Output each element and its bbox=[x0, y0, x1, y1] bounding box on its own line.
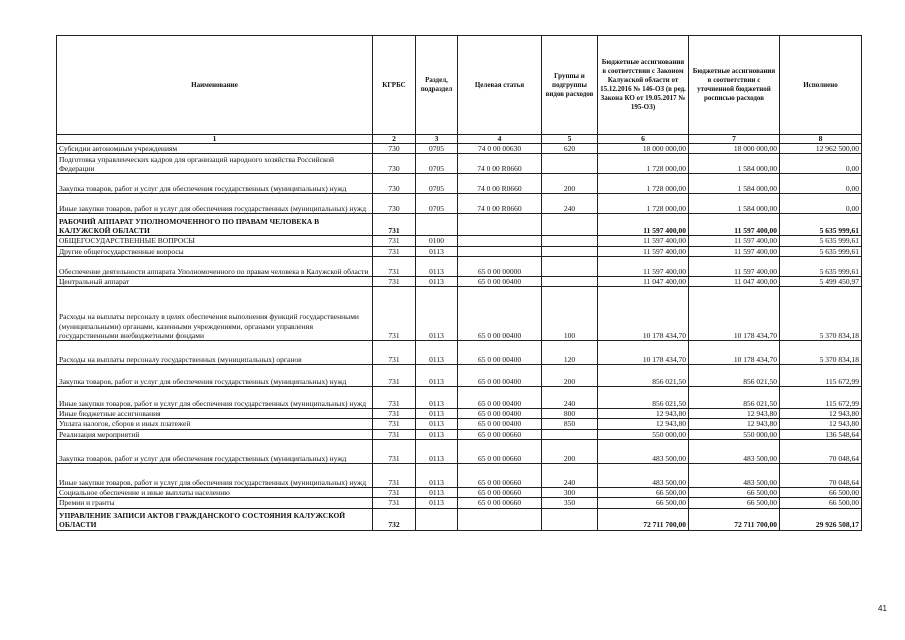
cell-kgrbs: 731 bbox=[373, 287, 416, 341]
cell-target: 65 0 00 00400 bbox=[458, 387, 542, 409]
cell-budget-refined: 1 584 000,00 bbox=[689, 174, 780, 194]
cell-group bbox=[542, 214, 598, 236]
table-row bbox=[57, 246, 862, 256]
cell-target: 74 0 00 R0660 bbox=[458, 194, 542, 214]
cell-kgrbs: 731 bbox=[373, 488, 416, 498]
cell-group bbox=[542, 429, 598, 439]
cell-budget-refined: 11 597 400,00 bbox=[689, 246, 780, 256]
cell-name: Закупка товаров, работ и услуг для обеспечения государственных (муниципальных) нужд bbox=[57, 365, 373, 387]
cell-target: 65 0 00 00400 bbox=[458, 365, 542, 387]
cell-section: 0113 bbox=[416, 409, 458, 419]
cell-budget-law: 11 597 400,00 bbox=[598, 246, 689, 256]
cell-executed: 66 500,00 bbox=[780, 488, 862, 498]
cell-group: 240 bbox=[542, 387, 598, 409]
table-row bbox=[57, 440, 862, 464]
cell-executed: 115 672,99 bbox=[780, 365, 862, 387]
cell-executed: 5 499 450,97 bbox=[780, 276, 862, 286]
cell-executed: 70 048,64 bbox=[780, 440, 862, 464]
cell-section: 0113 bbox=[416, 429, 458, 439]
cell-budget-law: 66 500,00 bbox=[598, 498, 689, 508]
table-body bbox=[57, 144, 862, 531]
cell-target: 74 0 00 R0660 bbox=[458, 174, 542, 194]
table-row bbox=[57, 409, 862, 419]
table-row bbox=[57, 488, 862, 498]
cell-executed: 0,00 bbox=[780, 154, 862, 174]
cell-executed: 70 048,64 bbox=[780, 464, 862, 488]
cell-name: РАБОЧИЙ АППАРАТ УПОЛНОМОЧЕННОГО ПО ПРАВАМ ЧЕЛОВЕКА В КАЛУЖСКОЙ ОБЛАСТИ bbox=[57, 214, 373, 236]
cell-name: Иные закупки товаров, работ и услуг для обеспечения государственных (муниципальных) нужд bbox=[57, 464, 373, 488]
header-name: Наименование bbox=[57, 36, 373, 135]
header-section: Раздел, подраздел bbox=[416, 36, 458, 135]
column-number: 2 bbox=[373, 135, 416, 144]
cell-budget-refined: 18 000 000,00 bbox=[689, 144, 780, 154]
header-budget-refined: Бюджетные ассигнования в соответствии с уточненной бюджетной росписью расходов bbox=[689, 36, 780, 135]
header-target: Целевая статья bbox=[458, 36, 542, 135]
cell-budget-refined: 1 584 000,00 bbox=[689, 194, 780, 214]
cell-group: 350 bbox=[542, 498, 598, 508]
cell-budget-refined: 10 178 434,70 bbox=[689, 341, 780, 365]
cell-target: 65 0 00 00400 bbox=[458, 287, 542, 341]
cell-budget-refined: 66 500,00 bbox=[689, 488, 780, 498]
cell-kgrbs: 731 bbox=[373, 440, 416, 464]
cell-target: 65 0 00 00660 bbox=[458, 464, 542, 488]
table-row bbox=[57, 214, 862, 236]
cell-section: 0113 bbox=[416, 246, 458, 256]
cell-group: 100 bbox=[542, 287, 598, 341]
cell-name: Закупка товаров, работ и услуг для обеспечения государственных (муниципальных) нужд bbox=[57, 174, 373, 194]
cell-budget-law: 11 597 400,00 bbox=[598, 256, 689, 276]
cell-kgrbs: 731 bbox=[373, 276, 416, 286]
cell-name: Расходы на выплаты персоналу государственных (муниципальных) органов bbox=[57, 341, 373, 365]
table-row bbox=[57, 174, 862, 194]
cell-budget-law: 856 021,50 bbox=[598, 387, 689, 409]
cell-budget-law: 12 943,80 bbox=[598, 409, 689, 419]
table-row bbox=[57, 154, 862, 174]
cell-kgrbs: 731 bbox=[373, 419, 416, 429]
cell-kgrbs: 730 bbox=[373, 174, 416, 194]
table-row bbox=[57, 387, 862, 409]
cell-budget-refined: 856 021,50 bbox=[689, 387, 780, 409]
table-row bbox=[57, 236, 862, 246]
cell-budget-refined: 12 943,80 bbox=[689, 419, 780, 429]
column-number: 3 bbox=[416, 135, 458, 144]
cell-kgrbs: 730 bbox=[373, 154, 416, 174]
cell-name: Иные бюджетные ассигнования bbox=[57, 409, 373, 419]
cell-budget-law: 550 000,00 bbox=[598, 429, 689, 439]
cell-name: Премии и гранты bbox=[57, 498, 373, 508]
cell-target: 65 0 00 00400 bbox=[458, 341, 542, 365]
cell-budget-law: 483 500,00 bbox=[598, 464, 689, 488]
cell-section: 0705 bbox=[416, 154, 458, 174]
cell-target: 65 0 00 00400 bbox=[458, 419, 542, 429]
table-row bbox=[57, 365, 862, 387]
cell-target: 65 0 00 00000 bbox=[458, 256, 542, 276]
cell-budget-law: 11 597 400,00 bbox=[598, 236, 689, 246]
cell-section: 0705 bbox=[416, 194, 458, 214]
column-number: 8 bbox=[780, 135, 862, 144]
column-number: 1 bbox=[57, 135, 373, 144]
cell-budget-refined: 11 047 400,00 bbox=[689, 276, 780, 286]
cell-section: 0113 bbox=[416, 464, 458, 488]
header-budget-law: Бюджетные ассигнования в соответствии с Законом Калужской области от 15.12.2016 № 146-ОЗ (в ред. Закона КО от 19.05.2017 № 195-ОЗ) bbox=[598, 36, 689, 135]
cell-budget-refined: 66 500,00 bbox=[689, 498, 780, 508]
cell-executed: 0,00 bbox=[780, 194, 862, 214]
cell-group: 120 bbox=[542, 341, 598, 365]
cell-budget-refined: 483 500,00 bbox=[689, 464, 780, 488]
cell-executed: 29 926 508,17 bbox=[780, 508, 862, 530]
cell-budget-law: 66 500,00 bbox=[598, 488, 689, 498]
cell-kgrbs: 731 bbox=[373, 429, 416, 439]
cell-target: 74 0 00 00630 bbox=[458, 144, 542, 154]
cell-budget-refined: 1 584 000,00 bbox=[689, 154, 780, 174]
cell-executed: 12 943,80 bbox=[780, 409, 862, 419]
cell-name: ОБЩЕГОСУДАРСТВЕННЫЕ ВОПРОСЫ bbox=[57, 236, 373, 246]
column-number: 7 bbox=[689, 135, 780, 144]
cell-group: 200 bbox=[542, 440, 598, 464]
cell-section: 0113 bbox=[416, 341, 458, 365]
cell-kgrbs: 730 bbox=[373, 144, 416, 154]
cell-name: УПРАВЛЕНИЕ ЗАПИСИ АКТОВ ГРАЖДАНСКОГО СОСТОЯНИЯ КАЛУЖСКОЙ ОБЛАСТИ bbox=[57, 508, 373, 530]
cell-budget-law: 10 178 434,70 bbox=[598, 287, 689, 341]
cell-group bbox=[542, 276, 598, 286]
table-row bbox=[57, 464, 862, 488]
cell-section: 0113 bbox=[416, 287, 458, 341]
cell-budget-refined: 856 021,50 bbox=[689, 365, 780, 387]
cell-name: Обеспечение деятельности аппарата Уполномоченного по правам человека в Калужской области bbox=[57, 256, 373, 276]
cell-group bbox=[542, 256, 598, 276]
cell-kgrbs: 731 bbox=[373, 341, 416, 365]
cell-section: 0705 bbox=[416, 144, 458, 154]
table-row bbox=[57, 144, 862, 154]
cell-group: 200 bbox=[542, 365, 598, 387]
cell-group: 240 bbox=[542, 464, 598, 488]
cell-budget-law: 11 047 400,00 bbox=[598, 276, 689, 286]
cell-section bbox=[416, 214, 458, 236]
cell-kgrbs: 730 bbox=[373, 194, 416, 214]
cell-budget-refined: 12 943,80 bbox=[689, 409, 780, 419]
cell-target bbox=[458, 236, 542, 246]
cell-name: Субсидии автономным учреждениям bbox=[57, 144, 373, 154]
cell-group bbox=[542, 154, 598, 174]
cell-budget-law: 1 728 000,00 bbox=[598, 174, 689, 194]
cell-budget-law: 11 597 400,00 bbox=[598, 214, 689, 236]
table-row bbox=[57, 508, 862, 530]
cell-kgrbs: 731 bbox=[373, 498, 416, 508]
column-number-row bbox=[57, 135, 862, 144]
cell-executed: 5 635 999,61 bbox=[780, 214, 862, 236]
cell-budget-refined: 11 597 400,00 bbox=[689, 256, 780, 276]
cell-executed: 12 943,80 bbox=[780, 419, 862, 429]
cell-section: 0113 bbox=[416, 256, 458, 276]
cell-budget-law: 72 711 700,00 bbox=[598, 508, 689, 530]
cell-target bbox=[458, 246, 542, 256]
cell-section: 0113 bbox=[416, 440, 458, 464]
cell-executed: 66 500,00 bbox=[780, 498, 862, 508]
cell-target: 65 0 00 00400 bbox=[458, 409, 542, 419]
cell-executed: 5 635 999,61 bbox=[780, 236, 862, 246]
budget-table bbox=[56, 35, 862, 531]
cell-group: 200 bbox=[542, 174, 598, 194]
cell-group: 620 bbox=[542, 144, 598, 154]
cell-executed: 136 548,64 bbox=[780, 429, 862, 439]
cell-section bbox=[416, 508, 458, 530]
cell-section: 0113 bbox=[416, 488, 458, 498]
cell-section: 0705 bbox=[416, 174, 458, 194]
cell-group: 850 bbox=[542, 419, 598, 429]
cell-executed: 5 370 834,18 bbox=[780, 341, 862, 365]
cell-budget-refined: 72 711 700,00 bbox=[689, 508, 780, 530]
cell-budget-law: 12 943,80 bbox=[598, 419, 689, 429]
cell-executed: 115 672,99 bbox=[780, 387, 862, 409]
cell-kgrbs: 731 bbox=[373, 409, 416, 419]
cell-section: 0100 bbox=[416, 236, 458, 246]
cell-budget-refined: 10 178 434,70 bbox=[689, 287, 780, 341]
table-row bbox=[57, 287, 862, 341]
cell-section: 0113 bbox=[416, 276, 458, 286]
cell-executed: 5 635 999,61 bbox=[780, 246, 862, 256]
cell-budget-refined: 483 500,00 bbox=[689, 440, 780, 464]
cell-name: Иные закупки товаров, работ и услуг для обеспечения государственных (муниципальных) нужд bbox=[57, 194, 373, 214]
cell-kgrbs: 731 bbox=[373, 365, 416, 387]
cell-target: 65 0 00 00660 bbox=[458, 498, 542, 508]
cell-section: 0113 bbox=[416, 498, 458, 508]
cell-name: Уплата налогов, сборов и иных платежей bbox=[57, 419, 373, 429]
cell-kgrbs: 731 bbox=[373, 387, 416, 409]
cell-target: 65 0 00 00660 bbox=[458, 440, 542, 464]
cell-target: 65 0 00 00660 bbox=[458, 488, 542, 498]
cell-name: Расходы на выплаты персоналу в целях обеспечения выполнения функций государственными (муниципальными) органами, казенными учреждениями, органами управления государственными внебюджетными фондами bbox=[57, 287, 373, 341]
column-number: 5 bbox=[542, 135, 598, 144]
cell-budget-refined: 11 597 400,00 bbox=[689, 236, 780, 246]
cell-name: Подготовка управленческих кадров для организаций народного хозяйства Российской Федерации bbox=[57, 154, 373, 174]
table-row bbox=[57, 256, 862, 276]
cell-kgrbs: 731 bbox=[373, 256, 416, 276]
cell-kgrbs: 731 bbox=[373, 464, 416, 488]
cell-group: 800 bbox=[542, 409, 598, 419]
cell-name: Закупка товаров, работ и услуг для обеспечения государственных (муниципальных) нужд bbox=[57, 440, 373, 464]
cell-executed: 0,00 bbox=[780, 174, 862, 194]
cell-target: 65 0 00 00660 bbox=[458, 429, 542, 439]
cell-kgrbs: 732 bbox=[373, 508, 416, 530]
cell-executed: 12 962 500,00 bbox=[780, 144, 862, 154]
table-row bbox=[57, 194, 862, 214]
cell-group: 300 bbox=[542, 488, 598, 498]
cell-budget-law: 10 178 434,70 bbox=[598, 341, 689, 365]
cell-budget-refined: 11 597 400,00 bbox=[689, 214, 780, 236]
cell-target: 65 0 00 00400 bbox=[458, 276, 542, 286]
column-number: 4 bbox=[458, 135, 542, 144]
cell-executed: 5 370 834,18 bbox=[780, 287, 862, 341]
cell-target bbox=[458, 214, 542, 236]
cell-kgrbs: 731 bbox=[373, 236, 416, 246]
cell-executed: 5 635 999,61 bbox=[780, 256, 862, 276]
page-number: 41 bbox=[878, 604, 887, 613]
cell-group: 240 bbox=[542, 194, 598, 214]
cell-budget-law: 856 021,50 bbox=[598, 365, 689, 387]
cell-name: Иные закупки товаров, работ и услуг для обеспечения государственных (муниципальных) нужд bbox=[57, 387, 373, 409]
cell-budget-law: 1 728 000,00 bbox=[598, 194, 689, 214]
table-row bbox=[57, 276, 862, 286]
header-row bbox=[57, 36, 862, 135]
cell-target bbox=[458, 508, 542, 530]
cell-kgrbs: 731 bbox=[373, 214, 416, 236]
cell-section: 0113 bbox=[416, 419, 458, 429]
cell-budget-refined: 550 000,00 bbox=[689, 429, 780, 439]
column-number: 6 bbox=[598, 135, 689, 144]
table-row bbox=[57, 341, 862, 365]
table-row bbox=[57, 419, 862, 429]
cell-budget-law: 1 728 000,00 bbox=[598, 154, 689, 174]
cell-section: 0113 bbox=[416, 387, 458, 409]
cell-budget-law: 18 000 000,00 bbox=[598, 144, 689, 154]
cell-name: Центральный аппарат bbox=[57, 276, 373, 286]
cell-target: 74 0 00 R0660 bbox=[458, 154, 542, 174]
cell-budget-law: 483 500,00 bbox=[598, 440, 689, 464]
header-executed: Исполнено bbox=[780, 36, 862, 135]
table-row bbox=[57, 498, 862, 508]
cell-kgrbs: 731 bbox=[373, 246, 416, 256]
header-group: Группы и подгруппы видов расходов bbox=[542, 36, 598, 135]
cell-name: Другие общегосударственные вопросы bbox=[57, 246, 373, 256]
cell-name: Социальное обеспечение и иные выплаты населению bbox=[57, 488, 373, 498]
cell-name: Реализация мероприятий bbox=[57, 429, 373, 439]
header-kgrbs: КГРБС bbox=[373, 36, 416, 135]
cell-group bbox=[542, 236, 598, 246]
cell-section: 0113 bbox=[416, 365, 458, 387]
cell-group bbox=[542, 246, 598, 256]
cell-group bbox=[542, 508, 598, 530]
table-row bbox=[57, 429, 862, 439]
